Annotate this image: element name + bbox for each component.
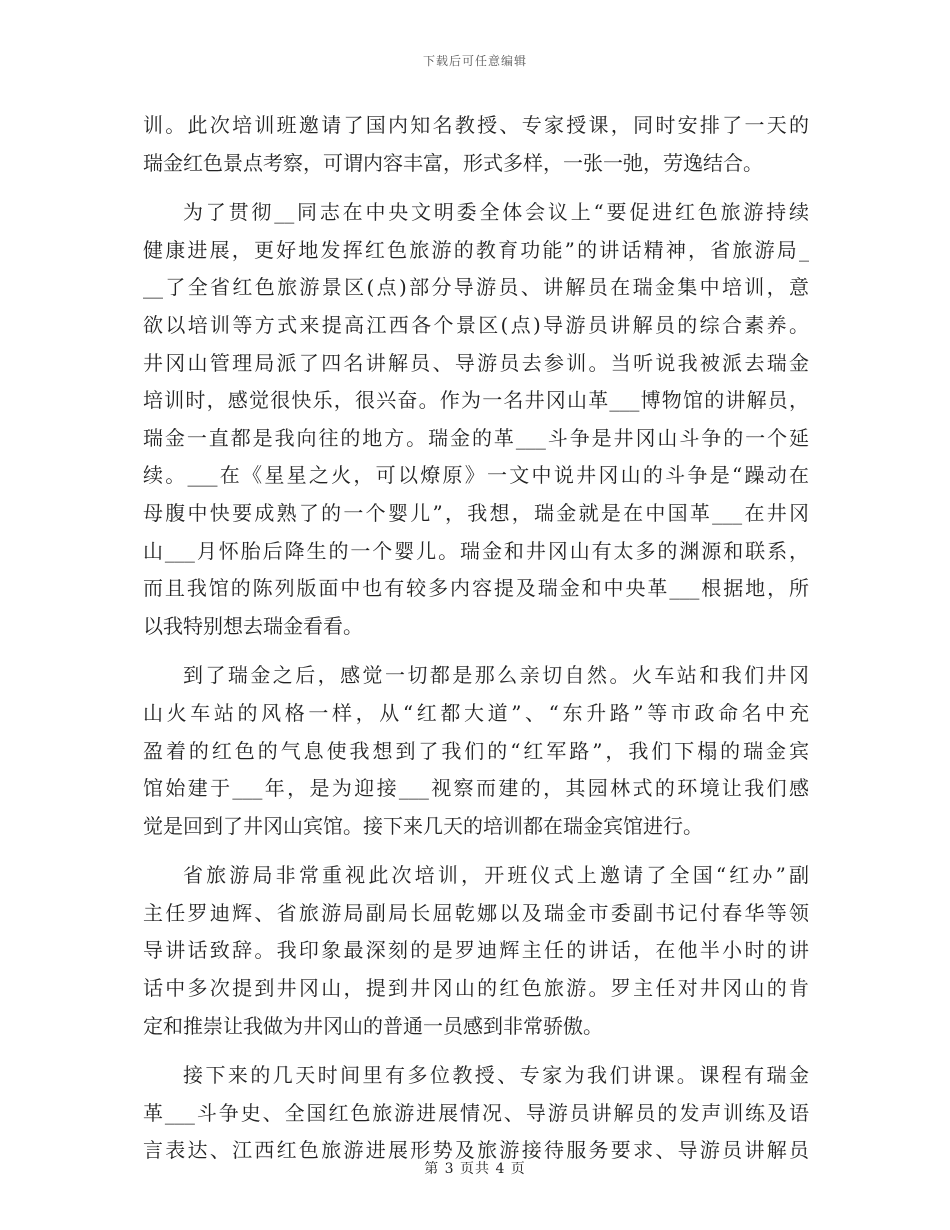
text-line: 导讲话致辞。我印象最深刻的是罗迪辉主任的讲话，在他半小时的讲 <box>143 938 809 963</box>
text-line: 而且我馆的陈列版面中也有较多内容提及瑞金和中央革___根据地，所 <box>143 576 809 601</box>
text-line: 接下来的几天时间里有多位教授、专家为我们讲课。课程有瑞金 <box>183 1063 809 1088</box>
text-line: 主任罗迪辉、省旅游局副局长屈乾娜以及瑞金市委副书记付春华等领 <box>143 900 809 925</box>
text-line: 省旅游局非常重视此次培训，开班仪式上邀请了全国“红办”副 <box>183 863 809 888</box>
text-line: 言表达、江西红色旅游进展形势及旅游接待服务要求、导游员讲解员 <box>143 1138 809 1163</box>
text-line: 培训时，感觉很快乐，很兴奋。作为一名井冈山革___博物馆的讲解员， <box>143 388 809 413</box>
text-line: 母腹中快要成熟了的一个婴儿”，我想，瑞金就是在中国革___在井冈 <box>143 500 809 525</box>
text-line: 训。此次培训班邀请了国内知名教授、专家授课，同时安排了一天的 <box>143 113 809 137</box>
paragraph-1 <box>143 107 809 182</box>
paragraph-3 <box>143 657 809 845</box>
text-line: 山火车站的风格一样，从“红都大道”、“东升路”等市政命名中充 <box>143 700 809 725</box>
text-line: 井冈山管理局派了四名讲解员、导游员去参训。当听说我被派去瑞金 <box>143 350 809 375</box>
page-footer: 第 3 页共 4 页 <box>424 1161 526 1177</box>
text-line: 为了贯彻__同志在中央文明委全体会议上“要促进红色旅游持续 <box>183 200 809 225</box>
page-header: 下载后可任意编辑 <box>422 54 527 68</box>
text-line: 以我特别想去瑞金看看。 <box>143 613 363 638</box>
text-line: 到了瑞金之后，感觉一切都是那么亲切自然。火车站和我们井冈 <box>183 663 809 688</box>
text-line: __了全省红色旅游景区(点)部分导游员、讲解员在瑞金集中培训，意 <box>143 275 809 300</box>
text-line: 瑞金一直都是我向往的地方。瑞金的革___斗争是井冈山斗争的一个延 <box>143 425 809 450</box>
text-line: 续。___在《星星之火，可以燎原》一文中说井冈山的斗争是“躁动在 <box>143 463 809 488</box>
text-line: 山___月怀胎后降生的一个婴儿。瑞金和井冈山有太多的渊源和联系， <box>143 538 809 563</box>
paragraph-4 <box>143 857 809 1045</box>
text-line: 革___斗争史、全国红色旅游进展情况、导游员讲解员的发声训练及语 <box>143 1100 809 1125</box>
text-line: 话中多次提到井冈山，提到井冈山的红色旅游。罗主任对井冈山的肯 <box>143 976 809 1001</box>
text-line: 馆始建于___年，是为迎接___视察而建的，其园林式的环境让我们感 <box>143 776 809 801</box>
text-line: 健康进展，更好地发挥红色旅游的教育功能”的讲话精神，省旅游局_ <box>143 237 809 262</box>
text-line: 欲以培训等方式来提高江西各个景区(点)导游员讲解员的综合素养。 <box>143 312 809 337</box>
paragraph-5 <box>143 1057 809 1170</box>
text-line: 觉是回到了井冈山宾馆。接下来几天的培训都在瑞金宾馆进行。 <box>143 813 703 838</box>
paragraph-2 <box>143 194 809 645</box>
text-line: 盈着的红色的气息使我想到了我们的“红军路”，我们下榻的瑞金宾 <box>143 738 809 763</box>
text-line: 定和推崇让我做为井冈山的普通一员感到非常骄傲。 <box>143 1013 603 1038</box>
document-body <box>143 107 809 1170</box>
text-line: 瑞金红色景点考察，可谓内容丰富，形式多样，一张一弛，劳逸结合。 <box>143 150 763 175</box>
